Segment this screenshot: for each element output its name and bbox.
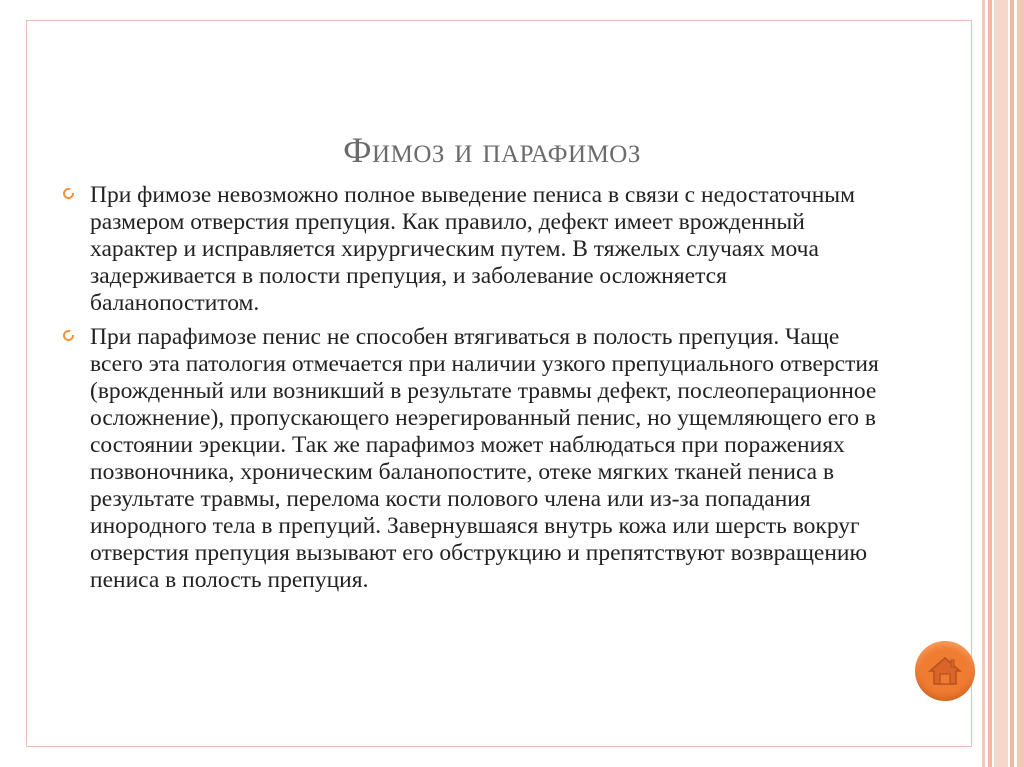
slide-title: Фимоз и парафимоз [343, 130, 641, 170]
slide-content [90, 182, 890, 601]
decorative-stripe [982, 0, 985, 767]
bullet-item [90, 324, 890, 594]
decorative-stripe [994, 0, 1008, 767]
bullet-item [90, 182, 890, 317]
decorative-stripe [988, 0, 992, 767]
home-icon [927, 653, 963, 689]
slide-title-wrapper [27, 129, 973, 171]
home-button[interactable] [915, 641, 975, 701]
bullet-text: При парафимозе пенис не способен втягиваться в полость препуция. Чаще всего эта патология отмечается при наличии узкого препуциального отверстия (врожденный или возникший в результате травмы дефект, послеоперационное осложнение), пропускающего неэрегированный пенис, но ущемляющего его в состоянии эрекции. Так же парафимоз может наблюдаться при поражениях позвоночника, хроническим баланопостите, отеке мягких тканей пениса в результате травмы, перелома кости полового члена или из-за попадания инородного тела в препуций. Завернувшаяся внутрь кожа или шерсть вокруг отверстия препуция вызывают его обструкцию и препятствуют возвращению пениса в полость препуция. [90, 324, 879, 593]
decorative-stripe [1017, 0, 1024, 767]
bullet-text: При фимозе невозможно полное выведение пениса в связи с недостаточным размером отверстия препуция. Как правило, дефект имеет врожденный характер и исправляется хирургическим путем. В тяжелых случаях моча задерживается в полости препуция, и заболевание осложняется баланопоститом. [90, 182, 855, 316]
bullet-icon [63, 330, 74, 341]
bullet-icon [63, 188, 74, 199]
decorative-stripe [1010, 0, 1014, 767]
